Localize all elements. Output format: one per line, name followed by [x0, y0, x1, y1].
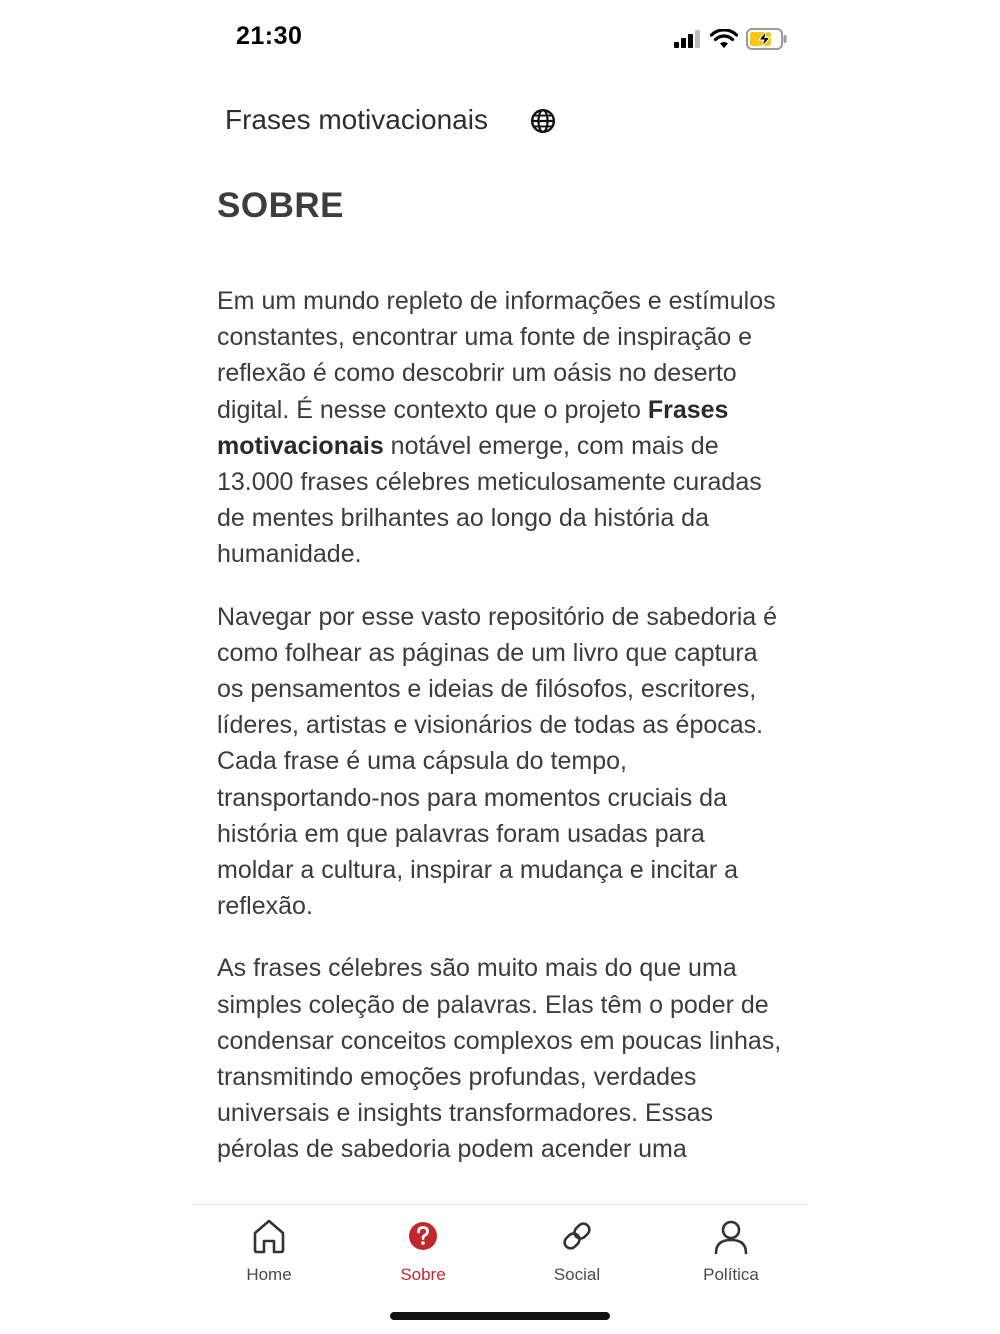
link-icon: [558, 1217, 596, 1255]
tab-home[interactable]: [192, 1217, 346, 1297]
page-title: SOBRE: [217, 186, 344, 225]
battery-charging-icon: [746, 28, 788, 50]
about-paragraph-1: [217, 283, 787, 573]
tab-politica-label: Política: [703, 1265, 759, 1284]
paragraph-1-text-b: notável emerge, com mais de 13.000 frases célebres meticulosamente curadas de mentes brilhantes ao longo da história da humanidade.: [217, 431, 762, 569]
user-icon: [712, 1217, 750, 1255]
status-time: 21:30: [236, 22, 303, 50]
home-icon: [250, 1217, 288, 1255]
project-name-bold: Frases motivacionais: [217, 395, 729, 460]
question-circle-icon: [404, 1217, 442, 1255]
tab-social-label: Social: [553, 1265, 601, 1284]
tab-sobre[interactable]: [346, 1217, 500, 1297]
about-paragraph-2: Navegar por esse vasto repositório de sabedoria é como folhear as páginas de um livro que captura os pensamentos e ideias de filósofos, escritores, líderes, artistas e visionários de todas as épocas. Cada frase é uma cápsula do tempo, transportando-nos para momentos cruciais da história em que palavras foram usadas para moldar a cultura, inspirar a mudança e incitar a reflexão.: [217, 602, 778, 921]
bottom-tab-bar: [192, 1204, 808, 1305]
paragraph-1-text-a: Em um mundo repleto de informações e estímulos constantes, encontrar uma fonte de inspiração e reflexão é como descobrir um oásis no deserto digital. É nesse contexto que o projeto: [217, 287, 776, 424]
about-paragraph-3: As frases célebres são muito mais do que uma simples coleção de palavras. Elas têm o poder de condensar conceitos complexos em poucas linhas, transmitindo emoções profundas, verdades universais e insights transformadores. Essas pérolas de sabedoria podem acender uma: [217, 954, 782, 1164]
status-bar: [0, 0, 1000, 80]
wifi-icon: [710, 29, 738, 49]
status-icons: [672, 26, 788, 52]
tab-social[interactable]: [500, 1217, 654, 1297]
about-content: [217, 283, 787, 1178]
signal-icon: [672, 30, 702, 48]
tab-home-label: Home: [246, 1265, 292, 1284]
home-indicator: [390, 1312, 610, 1320]
globe-icon[interactable]: [530, 108, 556, 134]
app-title: Frases motivacionais: [225, 104, 488, 135]
app-header: [225, 100, 585, 144]
tab-politica[interactable]: [654, 1217, 808, 1297]
tab-sobre-label: Sobre: [400, 1265, 446, 1284]
